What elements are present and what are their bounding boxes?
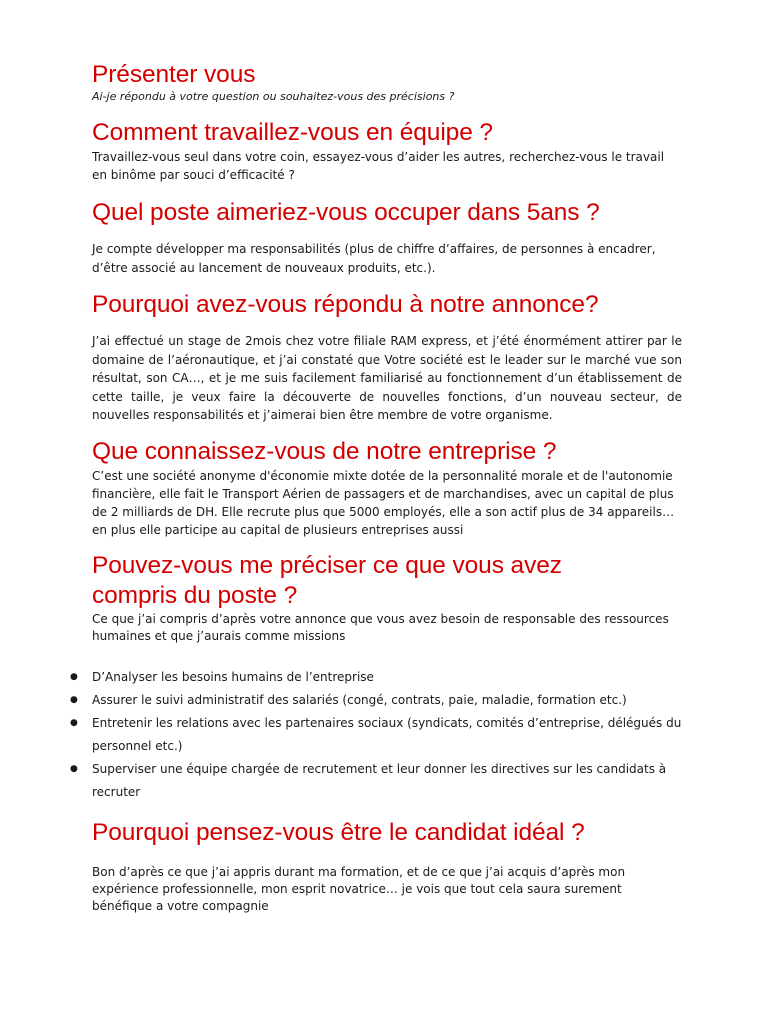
heading-presenter-vous: Présenter vous xyxy=(92,61,256,88)
heading-annonce: Pourquoi avez-vous répondu à notre annonce? xyxy=(92,291,599,318)
paragraph-travail-equipe: Travaillez-vous seul dans votre coin, essayez-vous d’aider les autres, recherchez-vous le travail en binôme par souci d’efficacité ? xyxy=(92,150,665,182)
list-item xyxy=(70,666,682,689)
list-item xyxy=(70,689,682,712)
list-item-text: Superviser une équipe chargée de recrutement et leur donner les directives sur les candidats à recruter xyxy=(92,761,667,799)
list-item-text: Entretenir les relations avec les partenaires sociaux (syndicats, comités d’entreprise, délégués du personnel etc.) xyxy=(92,715,682,753)
paragraph-annonce: J’ai effectué un stage de 2mois chez votre filiale RAM express, et j’été énormément attirer par le domaine de l’aéronautique, et j’ai constaté que Votre société est le leader sur le marché vue son résultat, son CA…, et je me suis facilement familiarisé au fonctionnement d’un établissement de cette taille, je veux faire la découverte de nouvelles fonctions, d’un nouveau secteur, de nouvelles responsabilités et j’aimerai bien être membre de votre organisme. xyxy=(92,334,682,422)
heading-poste-compris-line2: compris du poste ? xyxy=(92,581,298,609)
heading-entreprise: Que connaissez-vous de notre entreprise ? xyxy=(92,437,557,465)
heading-poste-compris-line1: Pouvez-vous me préciser ce que vous avez xyxy=(92,551,562,579)
heading-travail-equipe: Comment travaillez-vous en équipe ? xyxy=(92,119,493,146)
paragraph-candidat-ideal: Bon d’après ce que j’ai appris durant ma formation, et de ce que j’ai acquis d’après mon expérience professionnelle, mon esprit novatrice… je vois que tout cela saura surement bénéfique a votre compagnie xyxy=(92,864,626,913)
bullet-icon: ● xyxy=(70,694,78,705)
heading-candidat-ideal: Pourquoi pensez-vous être le candidat idéal ? xyxy=(92,818,585,846)
paragraph-entreprise: C’est une société anonyme d'économie mixte dotée de la personnalité morale et de l'autonomie financière, elle fait le Transport Aérien de passagers et de marchandises, avec un capital de plus de 2 milliards de DH. Elle recrute plus que 5000 employés, elle a son actif plus de 34 appareils… en plus elle participe au capital de plusieurs entreprises aussi xyxy=(92,468,675,537)
paragraph-poste-compris: Ce que j’ai compris d’après votre annonce que vous avez besoin de responsable des ressources humaines et que j’aurais comme missions xyxy=(92,611,669,643)
bullet-icon: ● xyxy=(70,763,78,774)
document-page xyxy=(70,58,682,915)
list-item-text: Assurer le suivi administratif des salariés (congé, contrats, paie, maladie, formation etc.) xyxy=(92,692,627,707)
bullet-icon: ● xyxy=(70,717,78,728)
missions-list xyxy=(70,666,682,804)
list-item xyxy=(70,758,682,804)
subtitle-precisions: Ai-je répondu à votre question ou souhaitez-vous des précisions ? xyxy=(92,90,455,103)
bullet-icon: ● xyxy=(70,671,78,682)
heading-poste-5ans: Quel poste aimeriez-vous occuper dans 5ans ? xyxy=(92,199,600,226)
list-item-text: D’Analyser les besoins humains de l’entreprise xyxy=(92,669,374,684)
paragraph-poste-5ans: Je compte développer ma responsabilités (plus de chiffre d’affaires, de personnes à encadrer, d’être associé au lancement de nouveaux produits, etc.). xyxy=(92,242,656,275)
list-item xyxy=(70,712,682,758)
